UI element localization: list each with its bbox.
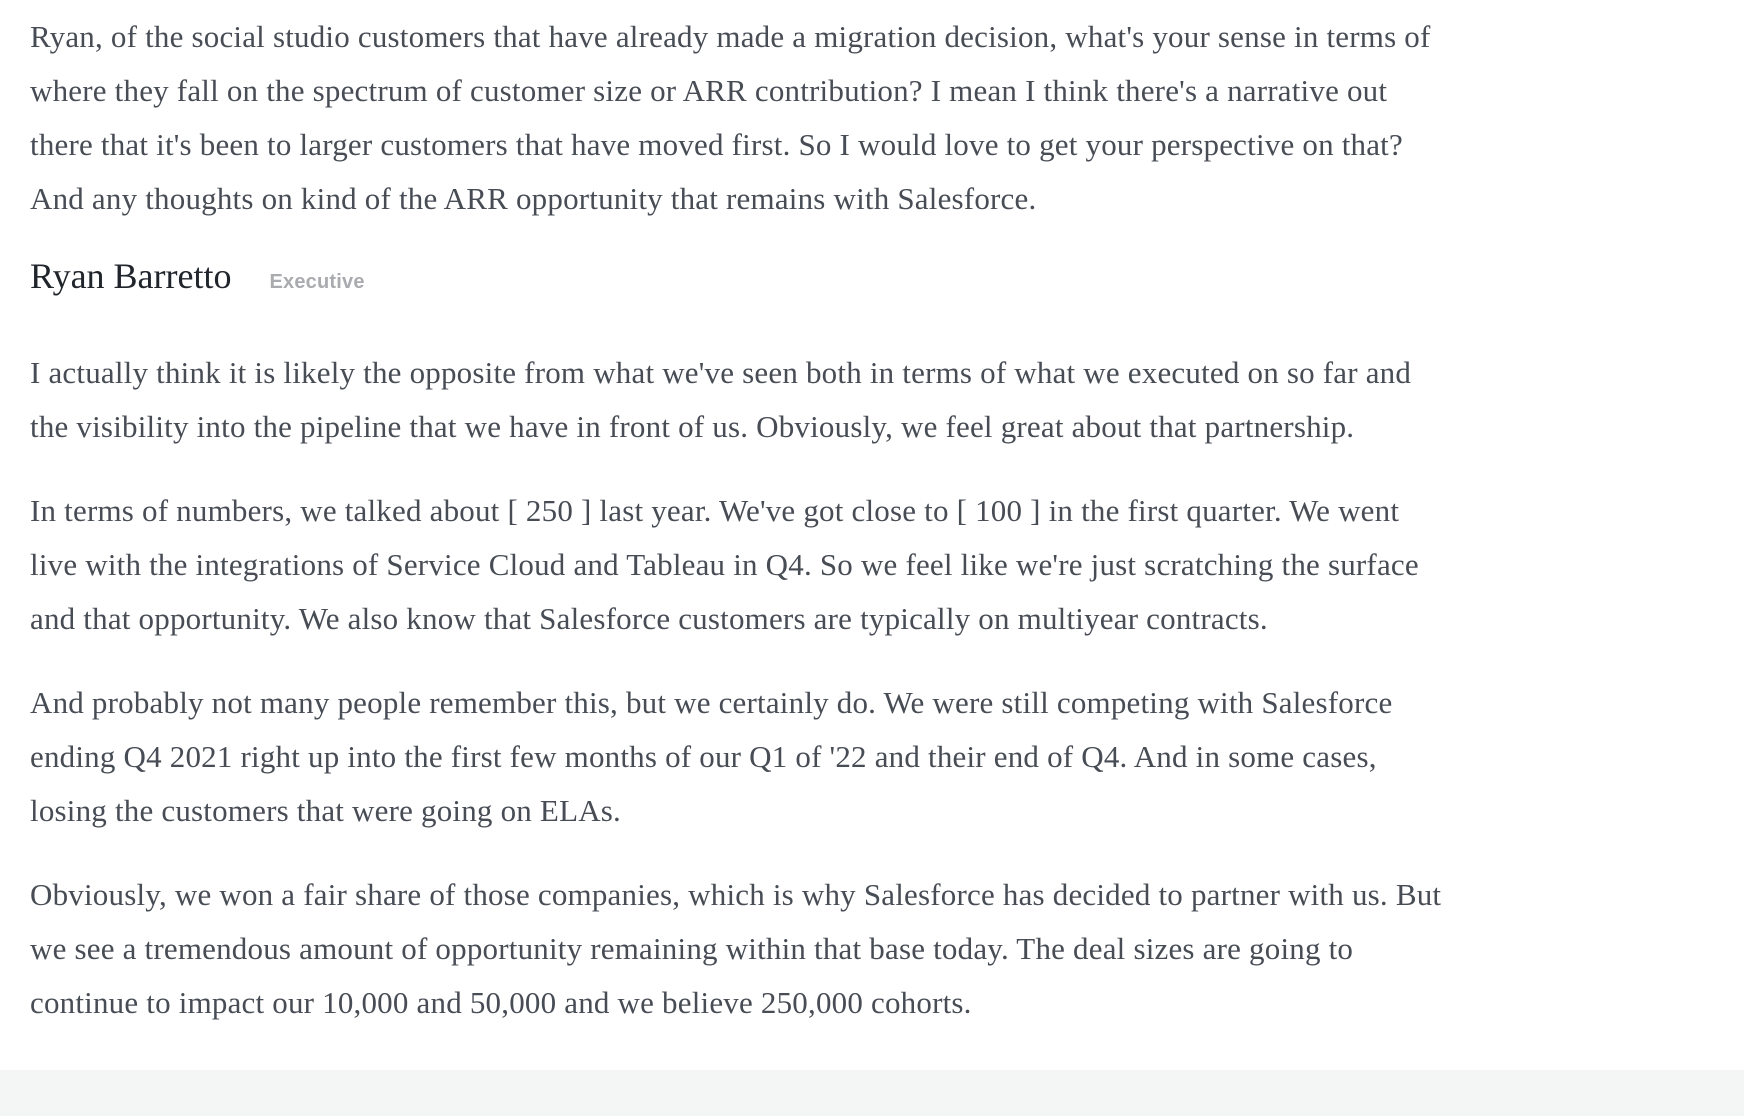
analyst-question-paragraph: Ryan, of the social studio customers that have already made a migration decision, what's your sense in terms of where they fall on the spectrum of customer size or ARR contribution? I mean I think there's a narrative out there that it's been to larger customers that have moved first. So I would love to get your perspective on that? And any thoughts on kind of the ARR opportunity that remains with Salesforce. [30, 19, 1431, 216]
speaker-role-badge: Executive [269, 271, 365, 293]
answer-section [30, 346, 1744, 1030]
bottom-highlight-band [0, 1070, 1744, 1116]
answer-paragraph: And probably not many people remember this, but we certainly do. We were still competing with Salesforce ending Q4 2021 right up into the first few months of our Q1 of '22 and their end of Q4. And in some cases, losing the customers that were going on ELAs. [30, 685, 1393, 828]
answer-paragraph: I actually think it is likely the opposite from what we've seen both in terms of what we executed on so far and the visibility into the pipeline that we have in front of us. Obviously, we feel great about that partnership. [30, 355, 1412, 444]
speaker-header [30, 254, 1744, 298]
answer-paragraph: Obviously, we won a fair share of those companies, which is why Salesforce has decided to partner with us. But we see a tremendous amount of opportunity remaining within that base today. The deal sizes are going to continue to impact our 10,000 and 50,000 and we believe 250,000 cohorts. [30, 877, 1442, 1020]
speaker-name: Ryan Barretto [30, 256, 232, 296]
answer-paragraph: In terms of numbers, we talked about [ 250 ] last year. We've got close to [ 100 ] in the first quarter. We went live with the integrations of Service Cloud and Tableau in Q4. So we feel like we're just scratching the surface and that opportunity. We also know that Salesforce customers are typically on multiyear contracts. [30, 493, 1419, 636]
